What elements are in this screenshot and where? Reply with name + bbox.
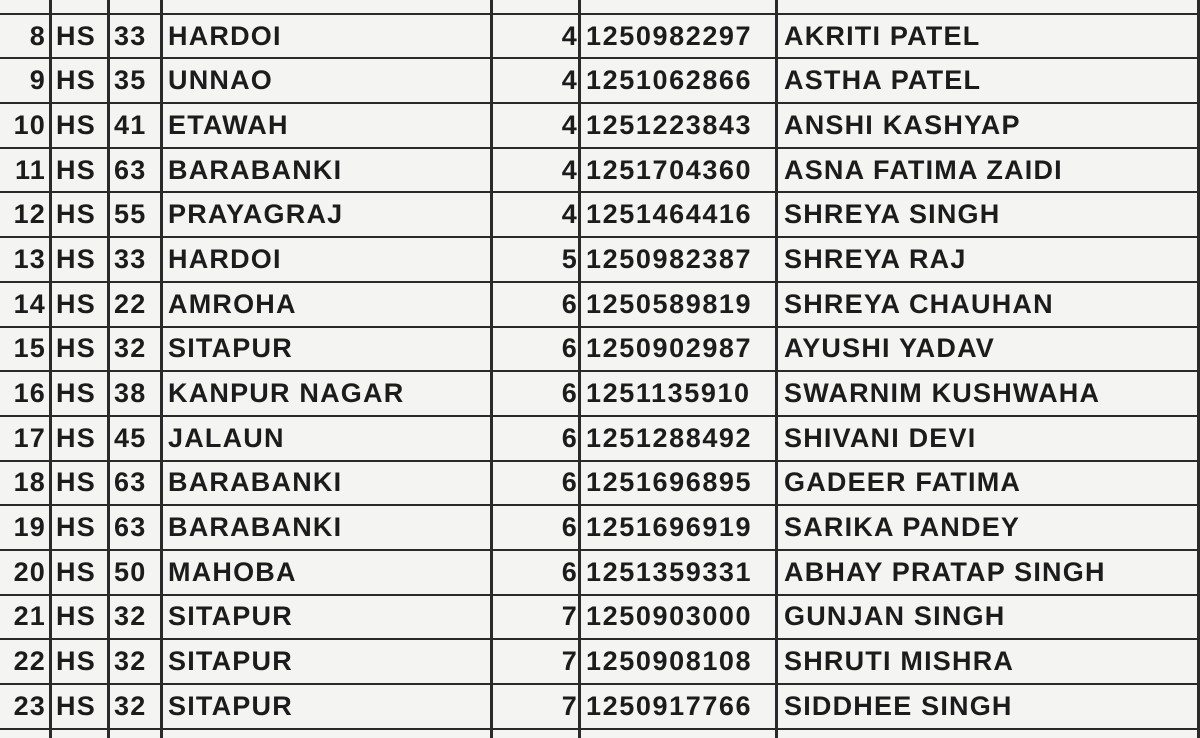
board-cell: HS <box>56 690 96 721</box>
board-cell: HS <box>56 199 96 230</box>
column-divider <box>49 149 52 192</box>
column-divider <box>160 328 163 371</box>
column-divider <box>578 328 581 371</box>
group-cell: 7 <box>561 690 578 721</box>
column-divider <box>49 328 52 371</box>
column-divider <box>1197 596 1200 639</box>
column-divider <box>49 193 52 236</box>
table-row <box>0 685 1200 730</box>
column-divider <box>775 730 778 738</box>
column-divider <box>1197 104 1200 147</box>
district-code-cell: 32 <box>114 333 147 364</box>
district-name-cell: BARABANKI <box>168 512 343 543</box>
column-divider <box>160 596 163 639</box>
column-divider <box>775 417 778 460</box>
board-cell: HS <box>56 288 96 319</box>
column-divider <box>160 417 163 460</box>
column-divider <box>49 506 52 549</box>
student-name-cell: ANSHI KASHYAP <box>784 109 1021 140</box>
group-cell <box>492 730 580 738</box>
table-row <box>0 551 1200 596</box>
board-cell: HS <box>56 556 96 587</box>
serial-number-cell: 9 <box>29 65 46 96</box>
board-cell: HS <box>56 109 96 140</box>
column-divider <box>578 238 581 281</box>
table-row <box>0 506 1200 551</box>
district-name-cell: BARABANKI <box>168 154 343 185</box>
district-code-cell: 50 <box>114 556 147 587</box>
group-cell: 4 <box>561 65 578 96</box>
column-divider <box>107 730 110 738</box>
serial-number-cell: 19 <box>13 512 46 543</box>
group-cell: 5 <box>561 243 578 274</box>
board-cell: HS <box>56 333 96 364</box>
column-divider <box>107 372 110 415</box>
column-divider <box>490 59 493 102</box>
column-divider <box>49 15 52 58</box>
serial-number-cell: 17 <box>13 422 46 453</box>
roll-number-cell: 1250902987 <box>586 333 753 364</box>
column-divider <box>49 0 52 13</box>
serial-number-cell: 10 <box>13 109 46 140</box>
column-divider <box>1197 462 1200 505</box>
column-divider <box>1197 417 1200 460</box>
column-divider <box>578 59 581 102</box>
roll-number-cell <box>582 0 776 13</box>
student-name-cell: ASTHA PATEL <box>784 65 982 96</box>
student-name-cell: SIDDHEE SINGH <box>784 690 1013 721</box>
district-name-cell: KANPUR NAGAR <box>168 378 405 409</box>
group-cell: 4 <box>561 199 578 230</box>
serial-number-cell: 23 <box>13 690 46 721</box>
column-divider <box>490 372 493 415</box>
roll-number-cell: 1250589819 <box>586 288 753 319</box>
column-divider <box>578 640 581 683</box>
district-code-cell <box>110 730 162 738</box>
student-name-cell: GADEER FATIMA <box>784 467 1022 498</box>
column-divider <box>107 59 110 102</box>
roll-number-cell: 1250908108 <box>586 646 753 677</box>
serial-number-cell: 15 <box>13 333 46 364</box>
column-divider <box>1197 730 1200 738</box>
board-cell: HS <box>56 378 96 409</box>
student-name-cell <box>778 730 1200 738</box>
column-divider <box>107 462 110 505</box>
column-divider <box>775 193 778 236</box>
column-divider <box>107 15 110 58</box>
column-divider <box>160 59 163 102</box>
column-divider <box>1197 149 1200 192</box>
district-name-cell: MAHOBA <box>168 556 297 587</box>
roll-number-cell <box>582 730 776 738</box>
student-name-cell: AYUSHI YADAV <box>784 333 995 364</box>
column-divider <box>1197 685 1200 728</box>
column-divider <box>578 730 581 738</box>
column-divider <box>490 283 493 326</box>
board-cell: HS <box>56 20 96 51</box>
column-divider <box>160 685 163 728</box>
column-divider <box>107 193 110 236</box>
roll-number-cell: 1251288492 <box>586 422 753 453</box>
district-name-cell: HARDOI <box>168 20 282 51</box>
student-name-cell: SHIVANI DEVI <box>784 422 977 453</box>
column-divider <box>107 328 110 371</box>
column-divider <box>160 730 163 738</box>
serial-number-cell: 14 <box>13 288 46 319</box>
column-divider <box>490 149 493 192</box>
column-divider <box>49 551 52 594</box>
table-row <box>0 104 1200 149</box>
column-divider <box>578 372 581 415</box>
column-divider <box>160 551 163 594</box>
table-row <box>0 417 1200 462</box>
column-divider <box>49 596 52 639</box>
column-divider <box>775 238 778 281</box>
serial-number-cell <box>0 0 50 13</box>
district-name-cell: SITAPUR <box>168 646 293 677</box>
group-cell: 7 <box>561 601 578 632</box>
column-divider <box>578 417 581 460</box>
column-divider <box>107 417 110 460</box>
district-code-cell: 33 <box>114 243 147 274</box>
serial-number-cell: 13 <box>13 243 46 274</box>
district-code-cell: 45 <box>114 422 147 453</box>
column-divider <box>107 506 110 549</box>
column-divider <box>49 59 52 102</box>
roll-number-cell: 1251359331 <box>586 556 753 587</box>
column-divider <box>490 104 493 147</box>
column-divider <box>578 15 581 58</box>
district-name-cell: BARABANKI <box>168 467 343 498</box>
board-cell: HS <box>56 154 96 185</box>
column-divider <box>49 372 52 415</box>
district-name-cell <box>164 730 490 738</box>
column-divider <box>107 104 110 147</box>
group-cell: 7 <box>561 646 578 677</box>
column-divider <box>578 0 581 13</box>
roll-number-cell: 1251062866 <box>586 65 753 96</box>
student-name-cell: SHREYA CHAUHAN <box>784 288 1054 319</box>
group-cell: 6 <box>561 422 578 453</box>
table-row <box>0 149 1200 194</box>
column-divider <box>160 462 163 505</box>
roll-number-cell: 1251696895 <box>586 467 753 498</box>
column-divider <box>107 685 110 728</box>
column-divider <box>775 596 778 639</box>
table-row <box>0 640 1200 685</box>
district-name-cell <box>164 0 490 13</box>
district-code-cell: 32 <box>114 646 147 677</box>
group-cell: 6 <box>561 333 578 364</box>
board-cell <box>52 730 108 738</box>
column-divider <box>775 685 778 728</box>
column-divider <box>49 417 52 460</box>
column-divider <box>160 506 163 549</box>
column-divider <box>775 0 778 13</box>
district-code-cell: 22 <box>114 288 147 319</box>
student-name-cell: SHREYA RAJ <box>784 243 967 274</box>
column-divider <box>1197 0 1200 13</box>
column-divider <box>578 596 581 639</box>
table-row <box>0 238 1200 283</box>
roll-number-cell: 1251464416 <box>586 199 753 230</box>
district-code-cell: 33 <box>114 20 147 51</box>
student-name-cell: SHREYA SINGH <box>784 199 1001 230</box>
student-name-cell: SARIKA PANDEY <box>784 512 1021 543</box>
student-name-cell: ASNA FATIMA ZAIDI <box>784 154 1063 185</box>
column-divider <box>1197 59 1200 102</box>
roll-number-cell: 1251696919 <box>586 512 753 543</box>
table-row <box>0 596 1200 641</box>
serial-number-cell: 11 <box>15 154 46 185</box>
column-divider <box>160 149 163 192</box>
column-divider <box>490 730 493 738</box>
table-row <box>0 15 1200 60</box>
student-name-cell: SHRUTI MISHRA <box>784 646 1015 677</box>
column-divider <box>1197 328 1200 371</box>
column-divider <box>490 685 493 728</box>
serial-number-cell: 8 <box>29 20 46 51</box>
column-divider <box>490 0 493 13</box>
table-row <box>0 283 1200 328</box>
column-divider <box>490 640 493 683</box>
roll-number-cell: 1250917766 <box>586 690 753 721</box>
column-divider <box>1197 372 1200 415</box>
column-divider <box>107 0 110 13</box>
serial-number-cell: 22 <box>13 646 46 677</box>
group-cell: 6 <box>561 467 578 498</box>
board-cell <box>52 0 108 13</box>
student-name-cell: AKRITI PATEL <box>784 20 981 51</box>
column-divider <box>1197 551 1200 594</box>
column-divider <box>49 104 52 147</box>
group-cell: 6 <box>561 512 578 543</box>
column-divider <box>775 640 778 683</box>
column-divider <box>107 640 110 683</box>
serial-number-cell: 21 <box>13 601 46 632</box>
district-name-cell: AMROHA <box>168 288 297 319</box>
group-cell <box>492 0 580 13</box>
column-divider <box>775 462 778 505</box>
district-code-cell: 63 <box>114 154 147 185</box>
group-cell: 6 <box>561 556 578 587</box>
district-code-cell: 32 <box>114 690 147 721</box>
column-divider <box>49 685 52 728</box>
column-divider <box>1197 238 1200 281</box>
table-row <box>0 59 1200 104</box>
group-cell: 4 <box>561 20 578 51</box>
column-divider <box>160 238 163 281</box>
column-divider <box>490 506 493 549</box>
column-divider <box>490 596 493 639</box>
column-divider <box>107 596 110 639</box>
board-cell: HS <box>56 467 96 498</box>
column-divider <box>160 640 163 683</box>
group-cell: 6 <box>561 378 578 409</box>
column-divider <box>107 238 110 281</box>
board-cell: HS <box>56 512 96 543</box>
roll-number-cell: 1250982387 <box>586 243 753 274</box>
table-row <box>0 372 1200 417</box>
serial-number-cell: 16 <box>13 378 46 409</box>
table-row <box>0 462 1200 507</box>
table-row <box>0 193 1200 238</box>
column-divider <box>160 372 163 415</box>
group-cell: 6 <box>561 288 578 319</box>
column-divider <box>775 372 778 415</box>
column-divider <box>578 685 581 728</box>
column-divider <box>1197 193 1200 236</box>
board-cell: HS <box>56 65 96 96</box>
column-divider <box>775 506 778 549</box>
column-divider <box>49 730 52 738</box>
column-divider <box>49 283 52 326</box>
column-divider <box>775 104 778 147</box>
column-divider <box>1197 640 1200 683</box>
roll-number-cell: 1250982297 <box>586 20 753 51</box>
serial-number-cell <box>0 730 50 738</box>
roll-number-cell: 1250903000 <box>586 601 753 632</box>
district-name-cell: JALAUN <box>168 422 285 453</box>
board-cell: HS <box>56 646 96 677</box>
column-divider <box>775 149 778 192</box>
serial-number-cell: 20 <box>13 556 46 587</box>
column-divider <box>490 551 493 594</box>
column-divider <box>775 283 778 326</box>
column-divider <box>160 104 163 147</box>
district-name-cell: ETAWAH <box>168 109 289 140</box>
roll-number-cell: 1251135910 <box>586 378 751 409</box>
roll-number-cell: 1251704360 <box>586 154 753 185</box>
column-divider <box>160 15 163 58</box>
table-row <box>0 328 1200 373</box>
column-divider <box>578 193 581 236</box>
column-divider <box>490 417 493 460</box>
column-divider <box>578 551 581 594</box>
district-name-cell: SITAPUR <box>168 333 293 364</box>
column-divider <box>1197 283 1200 326</box>
column-divider <box>578 149 581 192</box>
column-divider <box>160 283 163 326</box>
board-cell: HS <box>56 422 96 453</box>
column-divider <box>775 328 778 371</box>
column-divider <box>775 15 778 58</box>
board-cell: HS <box>56 601 96 632</box>
column-divider <box>490 15 493 58</box>
column-divider <box>775 551 778 594</box>
column-divider <box>775 59 778 102</box>
column-divider <box>49 640 52 683</box>
student-name-cell: GUNJAN SINGH <box>784 601 1006 632</box>
district-code-cell: 38 <box>114 378 147 409</box>
district-code-cell: 32 <box>114 601 147 632</box>
column-divider <box>49 238 52 281</box>
serial-number-cell: 18 <box>13 467 46 498</box>
district-code-cell: 41 <box>114 109 147 140</box>
district-name-cell: SITAPUR <box>168 690 293 721</box>
group-cell: 4 <box>561 154 578 185</box>
column-divider <box>49 462 52 505</box>
district-code-cell: 55 <box>114 199 147 230</box>
student-name-cell: SWARNIM KUSHWAHA <box>784 378 1101 409</box>
district-code-cell <box>110 0 162 13</box>
district-name-cell: PRAYAGRAJ <box>168 199 344 230</box>
column-divider <box>107 149 110 192</box>
board-cell: HS <box>56 243 96 274</box>
district-name-cell: HARDOI <box>168 243 282 274</box>
student-name-cell: ABHAY PRATAP SINGH <box>784 556 1106 587</box>
district-name-cell: SITAPUR <box>168 601 293 632</box>
column-divider <box>107 283 110 326</box>
column-divider <box>160 0 163 13</box>
column-divider <box>578 283 581 326</box>
column-divider <box>490 193 493 236</box>
column-divider <box>1197 506 1200 549</box>
column-divider <box>578 506 581 549</box>
student-name-cell <box>778 0 1200 13</box>
group-cell: 4 <box>561 109 578 140</box>
district-code-cell: 63 <box>114 512 147 543</box>
serial-number-cell: 12 <box>13 199 46 230</box>
column-divider <box>490 238 493 281</box>
column-divider <box>107 551 110 594</box>
column-divider <box>160 193 163 236</box>
column-divider <box>490 462 493 505</box>
district-name-cell: UNNAO <box>168 65 273 96</box>
district-code-cell: 35 <box>114 65 147 96</box>
column-divider <box>578 104 581 147</box>
table-row <box>0 730 1200 738</box>
district-code-cell: 63 <box>114 467 147 498</box>
table-row <box>0 0 1200 15</box>
column-divider <box>578 462 581 505</box>
column-divider <box>490 328 493 371</box>
column-divider <box>1197 15 1200 58</box>
roll-number-cell: 1251223843 <box>586 109 753 140</box>
